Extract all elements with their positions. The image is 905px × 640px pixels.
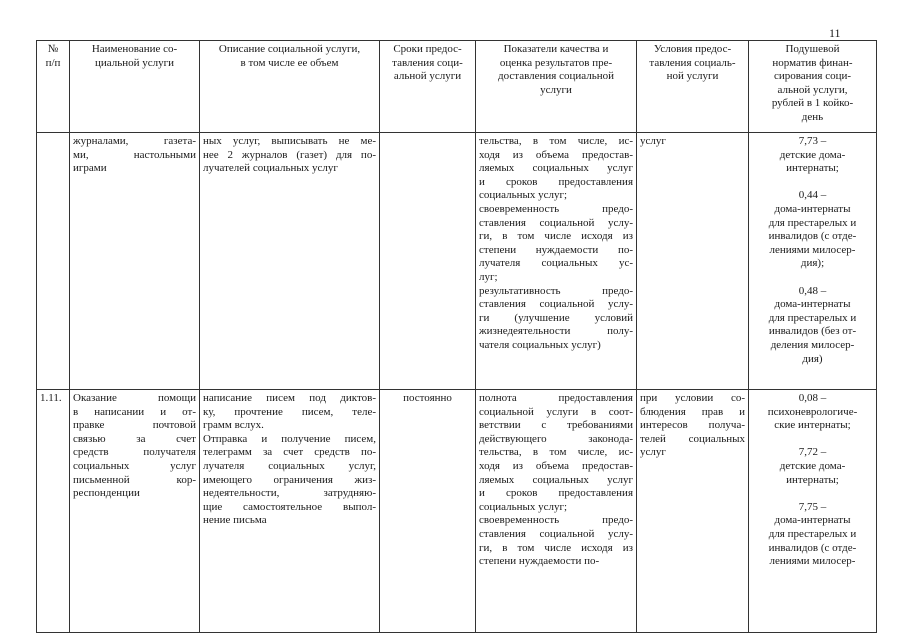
text-line: Наименование со- xyxy=(91,43,178,55)
header-norm xyxy=(749,41,877,133)
text-line: ги, в том числе исходя из xyxy=(479,541,633,554)
text-line: играми xyxy=(73,162,107,175)
text-line: 7,75 – xyxy=(798,500,827,513)
cell-number xyxy=(37,133,70,390)
text-line: и сроков предоставления xyxy=(479,487,633,500)
table-row xyxy=(37,390,877,633)
text-line: лучателя социальных ус- xyxy=(479,257,633,270)
text-line: п/п xyxy=(45,56,61,69)
text-line: интернаты; xyxy=(786,473,839,486)
text-line: степени нуждаемости по- xyxy=(479,243,633,256)
header-service-name xyxy=(70,41,200,133)
cell-terms: постоянно xyxy=(380,390,476,633)
text-line: Показатели качества и xyxy=(503,43,609,55)
text-line xyxy=(752,433,873,447)
text-line: щие самостоятельное выпол- xyxy=(203,500,376,513)
cell-service-name xyxy=(70,390,200,633)
text-line xyxy=(752,271,873,285)
text-line: инвалидов (с отде- xyxy=(768,230,857,243)
text-line: тавления социаль- xyxy=(649,56,736,69)
text-line: письменной кор- xyxy=(73,473,196,486)
text-line: день xyxy=(801,110,824,123)
text-line: детские дома- xyxy=(779,459,846,472)
text-line: ходя из объема предостав- xyxy=(479,459,633,472)
text-line: недеятельности, затрудняю- xyxy=(203,487,376,500)
text-line: рублей в 1 койко- xyxy=(771,97,854,110)
text-line: своевременность предо- xyxy=(479,514,633,527)
text-line: ляемых социальных услуг xyxy=(479,473,633,486)
text-line: результативность предо- xyxy=(479,284,633,297)
text-line: полнота предоставления xyxy=(479,392,633,404)
text-line: ми, настольными xyxy=(73,148,196,161)
cell-quality xyxy=(476,133,637,390)
text-line: действующего законода- xyxy=(479,432,633,445)
text-line: для престарелых и xyxy=(768,527,857,540)
header-description xyxy=(200,41,380,133)
cell-conditions xyxy=(637,133,749,390)
text-line: для престарелых и xyxy=(768,311,857,324)
text-line: социальных услуг; xyxy=(479,500,568,513)
services-table xyxy=(36,40,877,633)
text-line: дома-интернаты xyxy=(774,202,851,215)
text-line: сирования соци- xyxy=(773,70,852,83)
text-line: оценка результатов пре- xyxy=(499,56,613,69)
text-line: 0,48 – xyxy=(798,284,827,297)
text-line: блюдения прав и xyxy=(640,405,745,418)
text-line: инвалидов (без от- xyxy=(768,325,857,338)
text-line: при условии со- xyxy=(640,392,745,404)
cell-norm xyxy=(749,390,877,633)
text-line: имеющего ограничения жиз- xyxy=(203,473,376,486)
text-line: ной услуги xyxy=(666,70,719,83)
text-line: лучателя социальных услуг, xyxy=(203,459,376,472)
text-line: лениями милосер- xyxy=(769,243,856,256)
text-line: дома-интернаты xyxy=(774,514,851,527)
text-line: дома-интернаты xyxy=(774,298,851,311)
text-line: тельства, в том числе, ис- xyxy=(479,446,633,459)
text-line: связью за счет xyxy=(73,432,196,445)
cell-service-name xyxy=(70,133,200,390)
text-line: лучателей социальных услуг xyxy=(203,162,338,175)
text-line: своевременность предо- xyxy=(479,202,633,215)
text-line: ги (улучшение условий xyxy=(479,311,633,324)
header-quality xyxy=(476,41,637,133)
text-line: нее 2 журналов (газет) для по- xyxy=(203,148,376,161)
text-line: альной услуги xyxy=(393,70,462,83)
text-line: респонденции xyxy=(73,487,140,500)
table-header-row xyxy=(37,41,877,133)
text-line: детские дома- xyxy=(779,148,846,161)
text-line: для престарелых и xyxy=(768,216,857,229)
text-line: услуг xyxy=(640,446,666,459)
text-line: ставления социальной услу- xyxy=(479,298,633,311)
text-line: в том числе ее объем xyxy=(240,56,339,69)
cell-terms xyxy=(380,133,476,390)
text-line: № xyxy=(47,43,59,55)
text-line: ных услуг, выписывать не ме- xyxy=(203,135,376,147)
text-line: средств получателя xyxy=(73,446,196,459)
cell-number: 1.11. xyxy=(37,390,70,633)
text-line: альной услуги, xyxy=(777,83,848,96)
text-line xyxy=(752,487,873,501)
text-line: социальных услуг xyxy=(73,459,196,472)
text-line: правке почтовой xyxy=(73,419,196,432)
text-line: журналами, газета- xyxy=(73,135,196,147)
text-line: деления милосер- xyxy=(770,338,855,351)
cell-description xyxy=(200,390,380,633)
text-line: телеграмм за счет средств по- xyxy=(203,446,376,459)
header-terms xyxy=(380,41,476,133)
text-line: инвалидов (с отде- xyxy=(768,541,857,554)
text-line: услуг xyxy=(640,135,666,147)
page-number: 11 xyxy=(829,26,841,40)
text-line: норматив финан- xyxy=(772,56,853,69)
text-line: Сроки предос- xyxy=(393,43,462,55)
text-line: Описание социальной услуги, xyxy=(218,43,361,55)
text-line: интернаты; xyxy=(786,162,839,175)
text-line: ские интернаты; xyxy=(774,419,851,432)
text-line: социальной услуги в соот- xyxy=(479,405,633,418)
text-line: 0,44 – xyxy=(798,189,827,202)
cell-quality xyxy=(476,390,637,633)
header-conditions xyxy=(637,41,749,133)
text-line: 7,72 – xyxy=(798,446,827,459)
text-line: услуги xyxy=(540,83,572,96)
text-line: ставления социальной услу- xyxy=(479,527,633,540)
text-line: интересов получа- xyxy=(640,419,745,432)
text-line: написание писем под диктов- xyxy=(203,392,376,404)
text-line: доставления социальной xyxy=(498,70,614,83)
text-line: степени нуждаемости по- xyxy=(479,555,600,568)
text-line: ги, в том числе исходя из xyxy=(479,230,633,243)
text-line: в написании и от- xyxy=(73,405,196,418)
text-line xyxy=(752,176,873,190)
text-line: грамм вслух. xyxy=(203,419,264,432)
text-line: жизнедеятельности полу- xyxy=(479,325,633,338)
text-line: дия) xyxy=(802,352,823,365)
text-line: Подушевой xyxy=(785,43,840,55)
text-line: и сроков предоставления xyxy=(479,175,633,188)
cell-conditions xyxy=(637,390,749,633)
text-line: ку, прочтение писем, теле- xyxy=(203,405,376,418)
text-line: Отправка и получение писем, xyxy=(203,432,376,445)
text-line: циальной услуги xyxy=(94,56,175,69)
table-row xyxy=(37,133,877,390)
text-line: тельства, в том числе, ис- xyxy=(479,135,633,147)
text-line: ляемых социальных услуг xyxy=(479,162,633,175)
text-line: дия); xyxy=(800,257,825,270)
text-line: телей социальных xyxy=(640,432,745,445)
text-line: луг; xyxy=(479,270,498,283)
text-line: Условия предос- xyxy=(653,43,732,55)
text-line: Оказание помощи xyxy=(73,392,196,404)
cell-norm xyxy=(749,133,877,390)
text-line: ставления социальной услу- xyxy=(479,216,633,229)
text-line: 7,73 – xyxy=(798,135,827,147)
text-line: социальных услуг; xyxy=(479,189,568,202)
cell-description xyxy=(200,133,380,390)
text-line: психоневрологиче- xyxy=(767,405,858,418)
header-number xyxy=(37,41,70,133)
text-line: ходя из объема предостав- xyxy=(479,148,633,161)
text-line: нение письма xyxy=(203,514,267,527)
text-line: чателя социальных услуг) xyxy=(479,338,601,351)
text-line: 0,08 – xyxy=(798,392,827,404)
text-line: лениями милосер- xyxy=(769,555,856,568)
text-line: тавления соци- xyxy=(392,56,463,69)
text-line: ветствии с требованиями xyxy=(479,419,633,432)
